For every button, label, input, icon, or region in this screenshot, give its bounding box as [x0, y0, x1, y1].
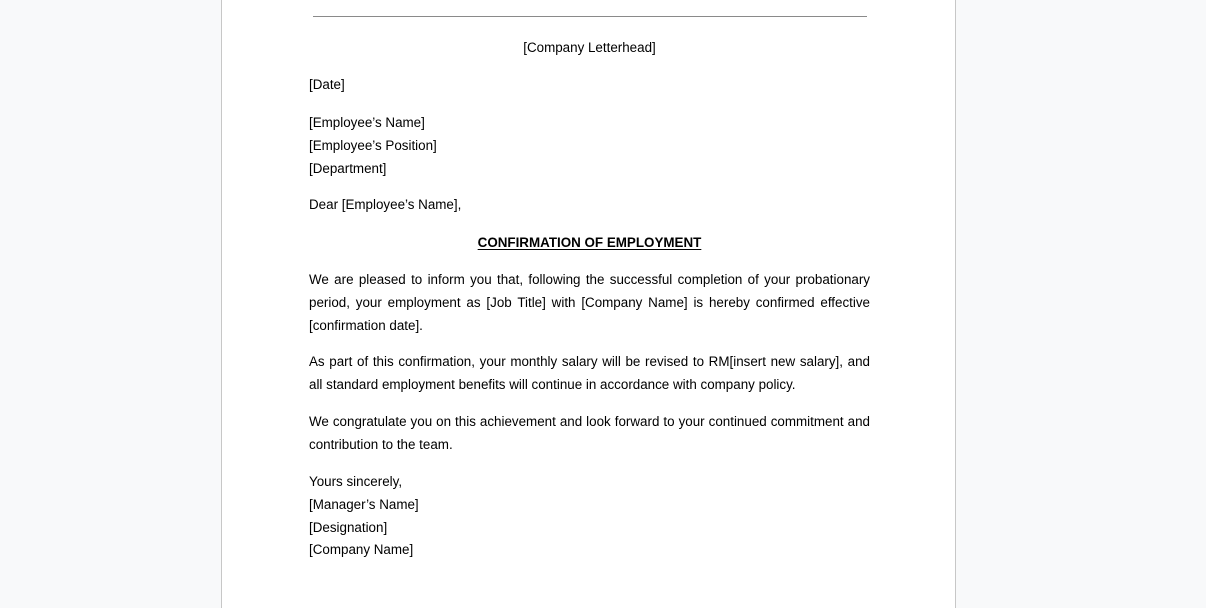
closing-company-name: [Company Name] — [309, 542, 414, 558]
body-paragraph-2: As part of this confirmation, your monthly salary will be revised to RM[insert new salary], and all standard employment benefits will continue in accordance with company policy. — [309, 354, 870, 392]
manager-name: [Manager’s Name] — [309, 496, 419, 512]
manager-designation: [Designation] — [309, 519, 388, 535]
header-divider — [313, 16, 867, 17]
body-paragraph-3: We congratulate you on this achievement and look forward to your continued commitment and contribution to the team. — [309, 414, 870, 452]
sign-off: Yours sincerely, — [309, 474, 403, 489]
letter-date: [Date] — [309, 77, 345, 92]
letter-heading: CONFIRMATION OF EMPLOYMENT — [477, 235, 702, 250]
recipient-block — [309, 112, 870, 180]
company-letterhead: [Company Letterhead] — [523, 40, 656, 55]
closing-block — [309, 471, 870, 562]
recipient-department: [Department] — [309, 160, 387, 176]
body-paragraph-1: We are pleased to inform you that, following the successful completion of your probationary period, your employment as [Job Title] with [Company Name] is hereby confirmed effective [confirmation date]. — [309, 272, 870, 333]
document-page[interactable] — [221, 0, 956, 608]
recipient-name: [Employee’s Name] — [309, 115, 425, 130]
salutation: Dear [Employee’s Name], — [309, 197, 462, 212]
recipient-position: [Employee’s Position] — [309, 137, 437, 153]
